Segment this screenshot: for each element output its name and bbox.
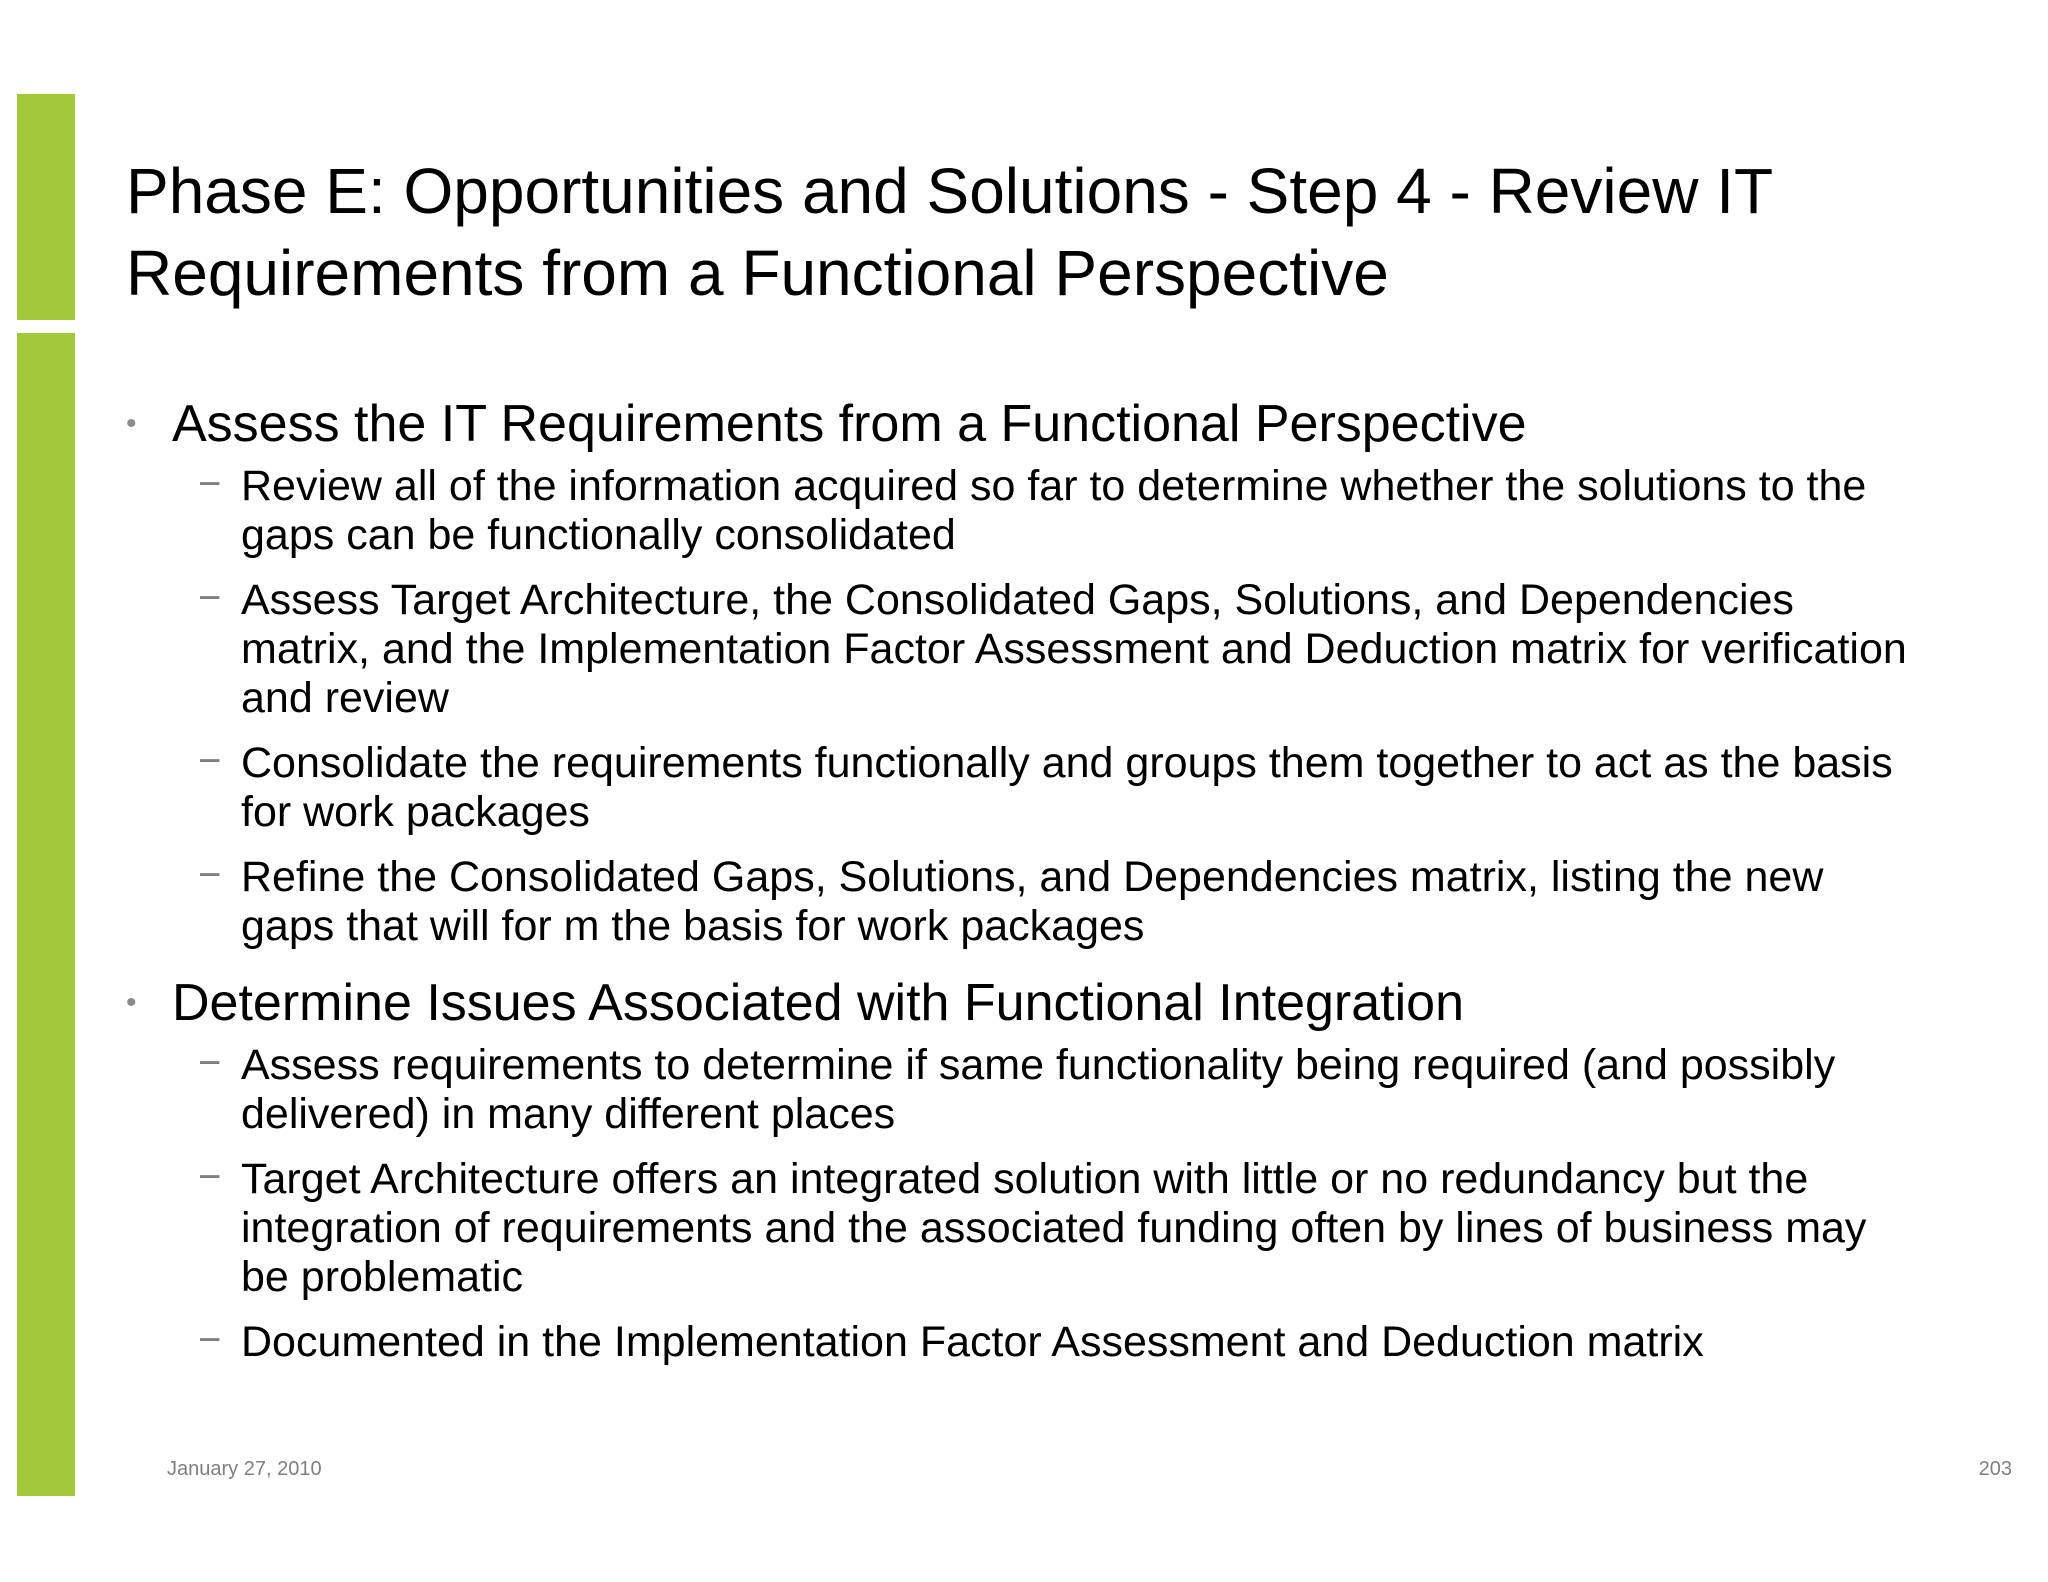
sub-text: Assess Target Architecture, the Consolidated Gaps, Solutions, and Dependencies matrix, and the Implementation Factor Assessment and Deduction matrix for verification and review	[241, 576, 1907, 722]
slide-content	[126, 392, 1926, 1383]
sub-item	[126, 462, 1926, 560]
sub-text: Consolidate the requirements functionally and groups them together to act as the basis for work packages	[241, 739, 1893, 836]
dash-icon: −	[198, 462, 222, 506]
bullet-text: Assess the IT Requirements from a Functional Perspective	[172, 395, 1527, 453]
dash-icon: −	[198, 576, 222, 620]
sub-text: Target Architecture offers an integrated solution with little or no redundancy but the integration of requirements and the associated funding often by lines of business may be problematic	[241, 1155, 1867, 1301]
sub-text: Assess requirements to determine if same functionality being required (and possibly delivered) in many different places	[241, 1041, 1836, 1138]
bullet-item	[126, 971, 1926, 1035]
bullet-dot-icon: •	[126, 986, 137, 1019]
sub-text: Review all of the information acquired so far to determine whether the solutions to the gaps can be functionally consolidated	[241, 462, 1867, 559]
sub-item	[126, 739, 1926, 837]
accent-bar-bottom	[17, 333, 75, 1496]
bullet-text: Determine Issues Associated with Functional Integration	[172, 974, 1465, 1032]
sub-item	[126, 576, 1926, 723]
bullet-item	[126, 392, 1926, 456]
sub-list	[126, 462, 1926, 951]
sub-item	[126, 853, 1926, 951]
slide-title: Phase E: Opportunities and Solutions - Step 4 - Review IT Requirements from a Functional Perspective	[126, 155, 1772, 309]
sub-item	[126, 1155, 1926, 1302]
sub-text: Refine the Consolidated Gaps, Solutions, and Dependencies matrix, listing the new gaps that will for m the basis for work packages	[241, 853, 1824, 950]
sub-item	[126, 1318, 1926, 1367]
dash-icon: −	[198, 853, 222, 897]
dash-icon: −	[198, 1041, 222, 1085]
accent-bar-top	[17, 94, 75, 320]
sub-text: Documented in the Implementation Factor Assessment and Deduction matrix	[241, 1318, 1704, 1366]
dash-icon: −	[198, 739, 222, 783]
dash-icon: −	[198, 1318, 222, 1362]
dash-icon: −	[198, 1155, 222, 1199]
sub-list	[126, 1041, 1926, 1367]
footer-date: January 27, 2010	[167, 1458, 322, 1480]
sub-item	[126, 1041, 1926, 1139]
bullet-dot-icon: •	[126, 407, 137, 440]
page-number: 203	[1978, 1458, 2012, 1480]
